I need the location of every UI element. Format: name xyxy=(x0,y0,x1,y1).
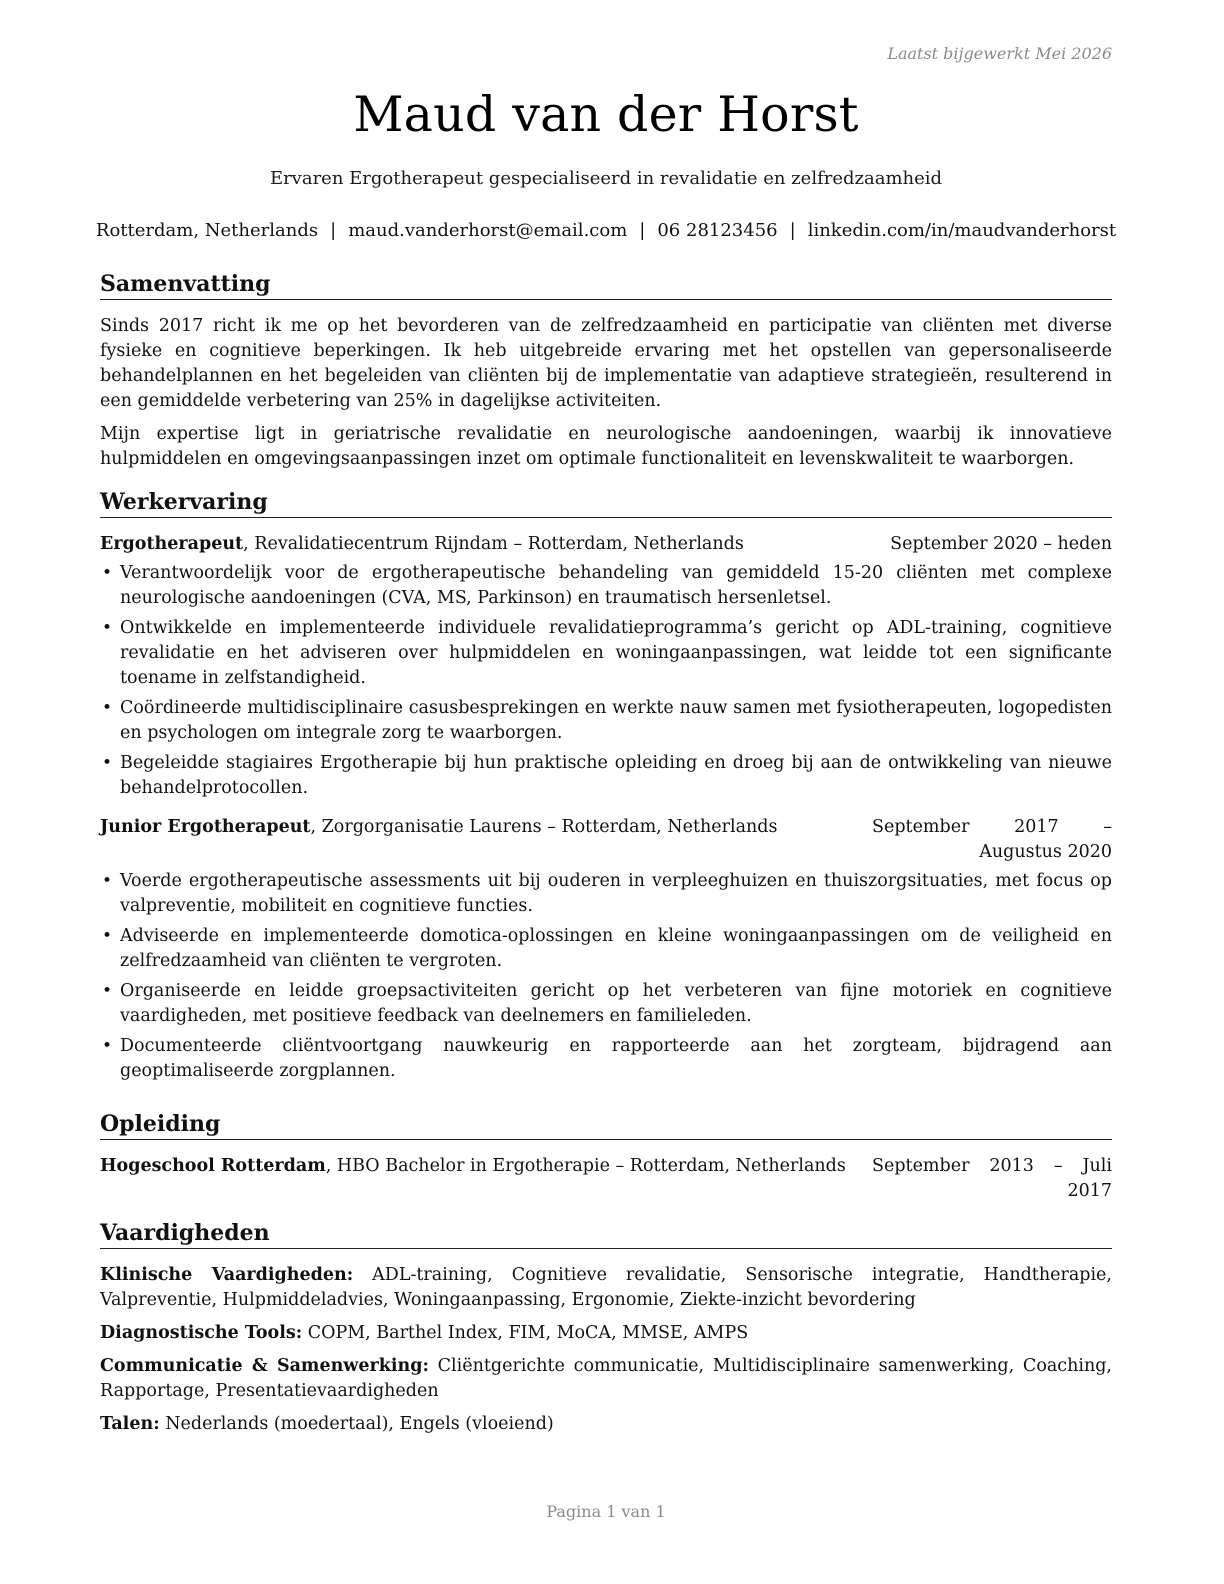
email-link[interactable]: maud.vanderhorst@email.com xyxy=(348,220,628,241)
list-item: • Begeleidde stagiaires Ergotherapie bij hun praktische opleiding en droeg bij aan de ontwikkeling van nieuwe behandelprotocollen. xyxy=(100,751,1112,801)
list-item: • Verantwoordelijk voor de ergotherapeutische behandeling van gemiddeld 15-20 cliënten met complexe neurologische aandoeningen (CVA, MS, Parkinson) en traumatisch hersenletsel. xyxy=(100,561,1112,611)
degree: , HBO Bachelor in Ergotherapie – Rotterdam, Netherlands xyxy=(325,1156,846,1176)
skill-value: Nederlands (moedertaal), Engels (vloeiend) xyxy=(159,1414,554,1434)
education-section xyxy=(100,1110,1112,1204)
job-header xyxy=(100,532,1112,557)
separator: | xyxy=(789,220,796,241)
skill-label: Communicatie & Samenwerking: xyxy=(100,1356,429,1376)
skill-line xyxy=(100,1412,1112,1437)
skill-label: Diagnostische Tools: xyxy=(100,1323,303,1343)
skill-line xyxy=(100,1263,1112,1313)
school-name: Hogeschool Rotterdam xyxy=(100,1156,326,1176)
job-dates: September 2020 – heden xyxy=(890,534,1112,554)
list-item: • Organiseerde en leidde groepsactiviteiten gericht op het verbeteren van fijne motoriek en cognitieve vaardigheden, met positieve feedback van deelnemers en familieleden. xyxy=(100,979,1112,1029)
job-bullets xyxy=(100,869,1112,1084)
education-entry xyxy=(100,1154,1112,1204)
job-entry xyxy=(100,815,1112,1084)
job-header xyxy=(100,815,1112,865)
phone-number[interactable]: 06 28123456 xyxy=(657,220,778,241)
job-entry xyxy=(100,532,1112,801)
experience-section xyxy=(100,488,1112,1089)
skill-line xyxy=(100,1321,1112,1346)
skills-section xyxy=(100,1219,1112,1445)
skill-line xyxy=(100,1354,1112,1404)
section-title: Samenvatting xyxy=(100,270,1112,300)
location: Rotterdam, Netherlands xyxy=(95,220,319,241)
skill-value: COPM, Barthel Index, FIM, MoCA, MMSE, AMPS xyxy=(302,1323,749,1343)
headline: Ervaren Ergotherapeut gespecialiseerd in revalidatie en zelfredzaamheid xyxy=(269,168,943,189)
list-item: • Voerde ergotherapeutische assessments uit bij ouderen in verpleeghuizen en thuiszorgsituaties, met focus op valpreventie, mobiliteit en cognitieve functies. xyxy=(100,869,1112,919)
contact-line xyxy=(90,220,1122,241)
skill-value: Cliëntgerichte communicatie, Multidisciplinaire samenwerking, Coaching, Rapportage, Presentatievaardigheden xyxy=(100,1356,1112,1401)
section-title: Opleiding xyxy=(100,1110,1112,1140)
section-title: Werkervaring xyxy=(100,488,1112,518)
page-number: Pagina 1 van 1 xyxy=(546,1502,666,1521)
list-item: • Ontwikkelde en implementeerde individuele revalidatieprogramma’s gericht op ADL-training, cognitieve revalidatie en het adviseren over hulpmiddelen en woningaanpassingen, wat leidde tot een significante toename in zelfstandigheid. xyxy=(100,616,1112,691)
list-item: • Coördineerde multidisciplinaire casusbesprekingen en werkte nauw samen met fysiotherapeuten, logopedisten en psychologen om integrale zorg te waarborgen. xyxy=(100,696,1112,746)
job-org: , Revalidatiecentrum Rijndam – Rotterdam, Netherlands xyxy=(243,534,744,554)
job-bullets xyxy=(100,561,1112,801)
job-role: Junior Ergotherapeut xyxy=(100,817,311,837)
separator: | xyxy=(639,220,646,241)
section-title: Vaardigheden xyxy=(100,1219,1112,1249)
linkedin-link[interactable]: linkedin.com/in/maudvanderhorst xyxy=(807,220,1117,241)
skill-label: Klinische Vaardigheden: xyxy=(100,1265,354,1285)
summary-paragraph: Sinds 2017 richt ik me op het bevorderen van de zelfredzaamheid en participatie van cliënten met diverse fysieke en cognitieve beperkingen. Ik heb uitgebreide ervaring met het opstellen van gepersonaliseerde behandelplannen en het begeleiden van cliënten bij de implementatie van adaptieve strategieën, resulterend in een gemiddelde verbetering van 25% in dagelijkse activiteiten. xyxy=(100,316,1112,411)
education-dates: September 2013 – Juli 2017 xyxy=(872,1156,1112,1201)
last-updated: Laatst bijgewerkt Mei 2026 xyxy=(887,44,1112,63)
skill-label: Talen: xyxy=(100,1414,160,1434)
list-item: • Adviseerde en implementeerde domotica-oplossingen en kleine woningaanpassingen om de veiligheid en zelfredzaamheid van cliënten te vergroten. xyxy=(100,924,1112,974)
list-item: • Documenteerde cliëntvoortgang nauwkeurig en rapporteerde aan het zorgteam, bijdragend aan geoptimaliseerde zorgplannen. xyxy=(100,1034,1112,1084)
resume-page xyxy=(95,0,1117,1584)
person-name: Maud van der Horst xyxy=(353,86,859,143)
job-org: , Zorgorganisatie Laurens – Rotterdam, Netherlands xyxy=(310,817,778,837)
job-dates: September 2017 – Augustus 2020 xyxy=(872,817,1112,862)
separator: | xyxy=(330,220,337,241)
job-role: Ergotherapeut xyxy=(100,534,244,554)
summary-section xyxy=(100,270,1112,480)
summary-paragraph: Mijn expertise ligt in geriatrische revalidatie en neurologische aandoeningen, waarbij ik innovatieve hulpmiddelen en omgevingsaanpassingen inzet om optimale functionaliteit en levenskwaliteit te waarborgen. xyxy=(100,424,1112,469)
skill-value: ADL-training, Cognitieve revalidatie, Sensorische integratie, Handtherapie, Valpreventie, Hulpmiddeladvies, Woningaanpassing, Ergonomie, Ziekte-inzicht bevordering xyxy=(100,1265,1112,1310)
